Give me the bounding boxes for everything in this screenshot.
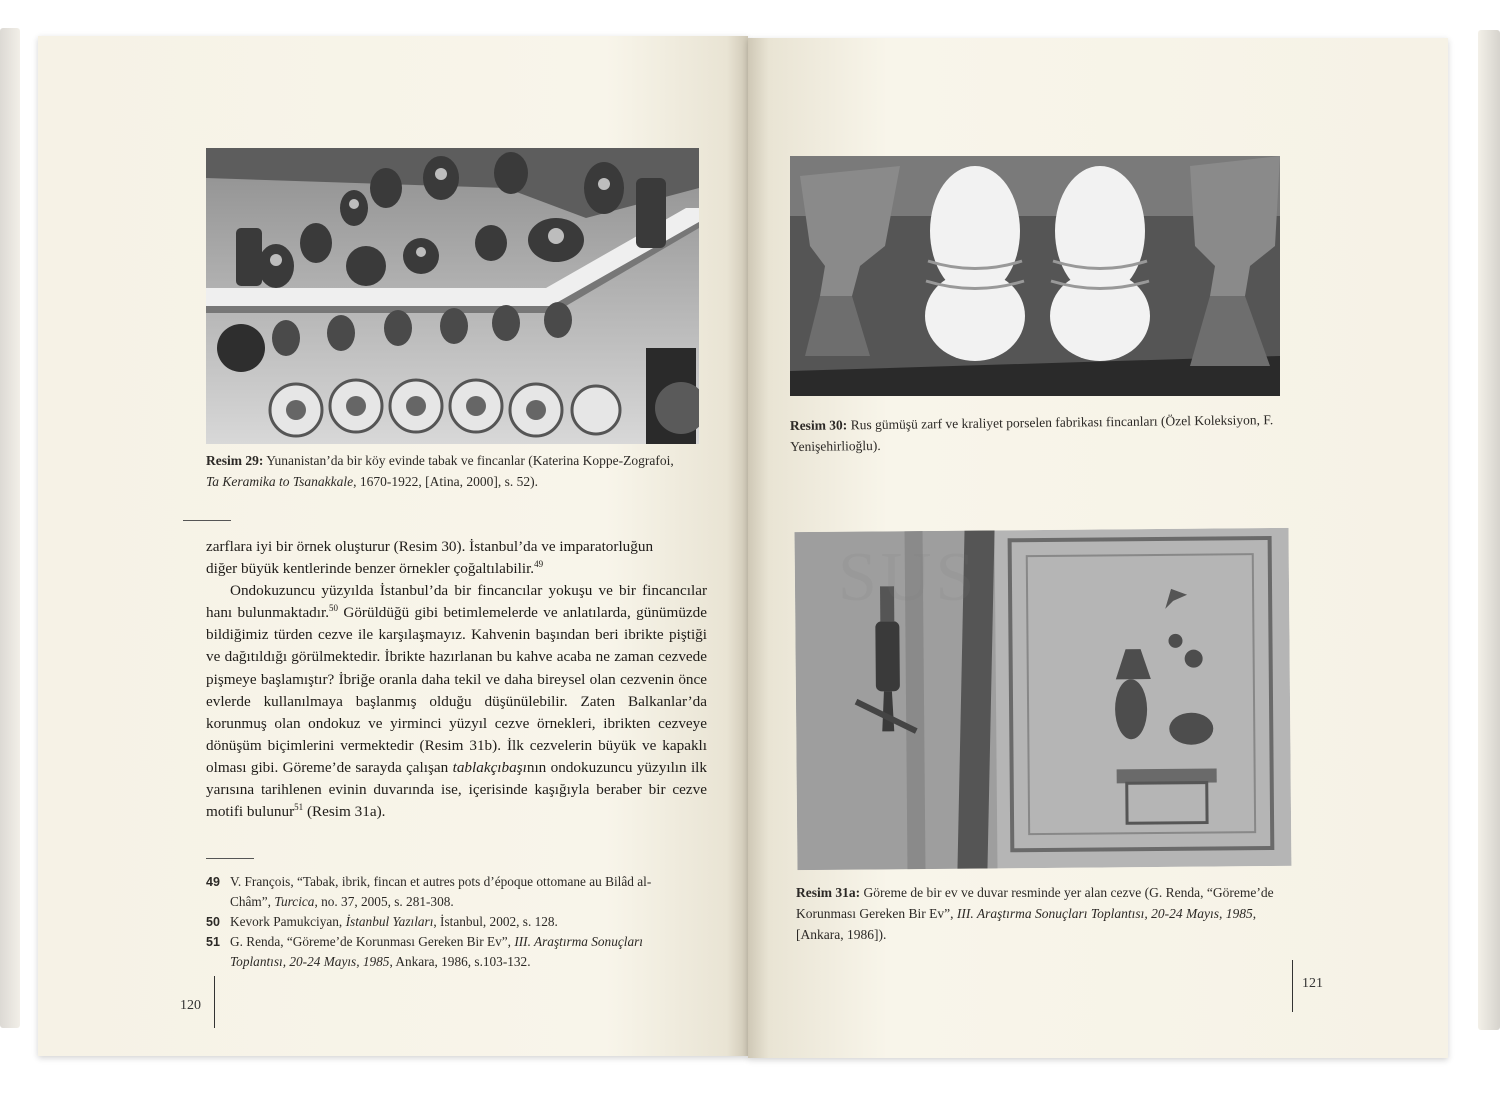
footnote-number: 49	[206, 875, 220, 889]
paragraph-1-end	[206, 558, 707, 580]
footnote-50	[206, 912, 716, 932]
footnote-ref-51[interactable]: 51	[294, 802, 304, 813]
paragraph-1-line-2: diğer büyük kentlerinde benzer örnekler çoğaltılabilir.	[206, 560, 535, 578]
open-book	[30, 28, 1470, 1068]
figure-29-title: Ta Keramika to Tsanakkale	[206, 474, 354, 489]
paragraph-2-part-2: Görüldüğü gibi betimlemelerde ve anlatılarda, günümüzde bildiğimiz türden cezve ile karşılaşmayız. Kahvenin başından beri ibrikte piştiği ve dağıtıldığı görülmektedir. İbrikte hazırlanan bu kahve acaba ne zaman cezvede pişmeye başlamıştır? İbriğe oranla daha tekil ve daha bireysel olan cezvenin önce evlerde kullanılmaya başlanmış olduğu düşünülebilir. Zaten Balkanlar’da korunmuş olan ondokuz ve yirminci yüzyıl cezve örnekleri, ibrikten cezveye dönüşüm biçimlerini vermektedir (Resim 31b). İlk cezvelerin büyük ve kapaklı olması gibi. Göreme’de sarayda çalışan	[206, 604, 707, 776]
book-edge-left	[0, 28, 20, 1028]
footnote-title: III. Araştırma Sonuçları	[514, 934, 643, 949]
footnote-title-cont: Toplantısı, 20-24 Mayıs, 1985	[230, 954, 390, 969]
body-text	[206, 536, 707, 823]
figure-31a-text-4: [Ankara, 1986]).	[796, 927, 887, 942]
figure-29-text-end: , 1670-1922, [Atina, 2000], s. 52).	[353, 474, 538, 489]
page-number-right: 121	[1302, 976, 1323, 991]
figure-30-caption	[790, 409, 1290, 457]
paragraph-2-part-1: Ondokuzuncu yüzyılda İstanbul’da bir fincancılar yokuşu ve bir fincancılar hanı bulunmaktadır.	[206, 582, 707, 622]
figure-30-text: Rus gümüşü zarf ve kraliyet porselen fabrikası fincanları (Özel Koleksiyon, F.	[847, 412, 1274, 433]
footnote-ref-49[interactable]: 49	[534, 559, 544, 570]
figure-29-label: Resim 29:	[206, 453, 264, 468]
footnote-text: , no. 37, 2005, s. 281-308.	[314, 894, 454, 909]
footnote-text: Châm”,	[230, 894, 275, 909]
paragraph-2-part-3: nın ondokuzuncu yüzyılın ilk yarısına tarihlenen evinin duvarında ise, içerisinde kaşığıyla beraber bir cezve motifi bulunur	[206, 758, 707, 821]
section-rule	[183, 520, 231, 521]
footnote-text: , Ankara, 1986, s.103-132.	[389, 954, 531, 969]
paragraph-2	[206, 580, 707, 823]
footnote-51	[206, 932, 716, 972]
figure-30-photo	[790, 156, 1280, 396]
watermark: SUS	[838, 539, 979, 616]
figure-30-text-end: Yenişehirlioğlu).	[790, 437, 881, 455]
footnote-text: V. François, “Tabak, ibrik, fincan et autres pots d’époque ottomane au Bilâd al-	[230, 874, 652, 889]
footnotes	[206, 872, 716, 972]
right-page	[748, 38, 1448, 1058]
figure-31a-italic: III. Araştırma Sonuçları Toplantısı, 20-24 Mayıs, 1985	[956, 906, 1253, 921]
book-edge-right	[1478, 30, 1500, 1030]
footnote-journal: Turcica	[274, 894, 315, 909]
figure-31a-text-2: Korunması Gereken Bir Ev”,	[796, 906, 957, 921]
left-page	[38, 36, 748, 1056]
paragraph-1	[206, 536, 707, 558]
footnote-text: Kevork Pamukciyan,	[230, 914, 346, 929]
figure-29-photo	[206, 148, 699, 444]
page-number-rule-left	[214, 976, 215, 1028]
footnote-text: G. Renda, “Göreme’de Korunması Gereken Bir Ev”,	[230, 934, 515, 949]
footnote-text: , İstanbul, 2002, s. 128.	[433, 914, 558, 929]
paragraph-2-part-4: (Resim 31a).	[303, 803, 386, 821]
figure-29-caption	[206, 450, 716, 492]
footnote-rule	[206, 858, 254, 859]
footnote-book: İstanbul Yazıları	[345, 914, 434, 929]
figure-31a-caption	[796, 882, 1306, 945]
figure-31a-text: Göreme de bir ev ve duvar resminde yer alan cezve (G. Renda, “Göreme’de	[860, 885, 1274, 900]
page-number-left: 120	[180, 998, 201, 1013]
figure-31a-label: Resim 31a:	[796, 885, 861, 900]
paragraph-2-italic: tablakçıbaşı	[452, 758, 527, 776]
footnote-49	[206, 872, 716, 912]
footnote-number: 51	[206, 935, 220, 949]
page-number-rule-right	[1292, 960, 1293, 1012]
figure-31a-text-3: ,	[1252, 906, 1257, 921]
paragraph-1-line-1: zarflara iyi bir örnek oluşturur (Resim 30). İstanbul’da ve imparatorluğun	[206, 538, 654, 555]
figure-29-text: Yunanistan’da bir köy evinde tabak ve fincanlar (Katerina Koppe-Zografoi,	[263, 453, 674, 468]
footnote-ref-50[interactable]: 50	[329, 603, 339, 614]
figure-30-label: Resim 30:	[789, 417, 848, 434]
footnote-number: 50	[206, 915, 220, 929]
